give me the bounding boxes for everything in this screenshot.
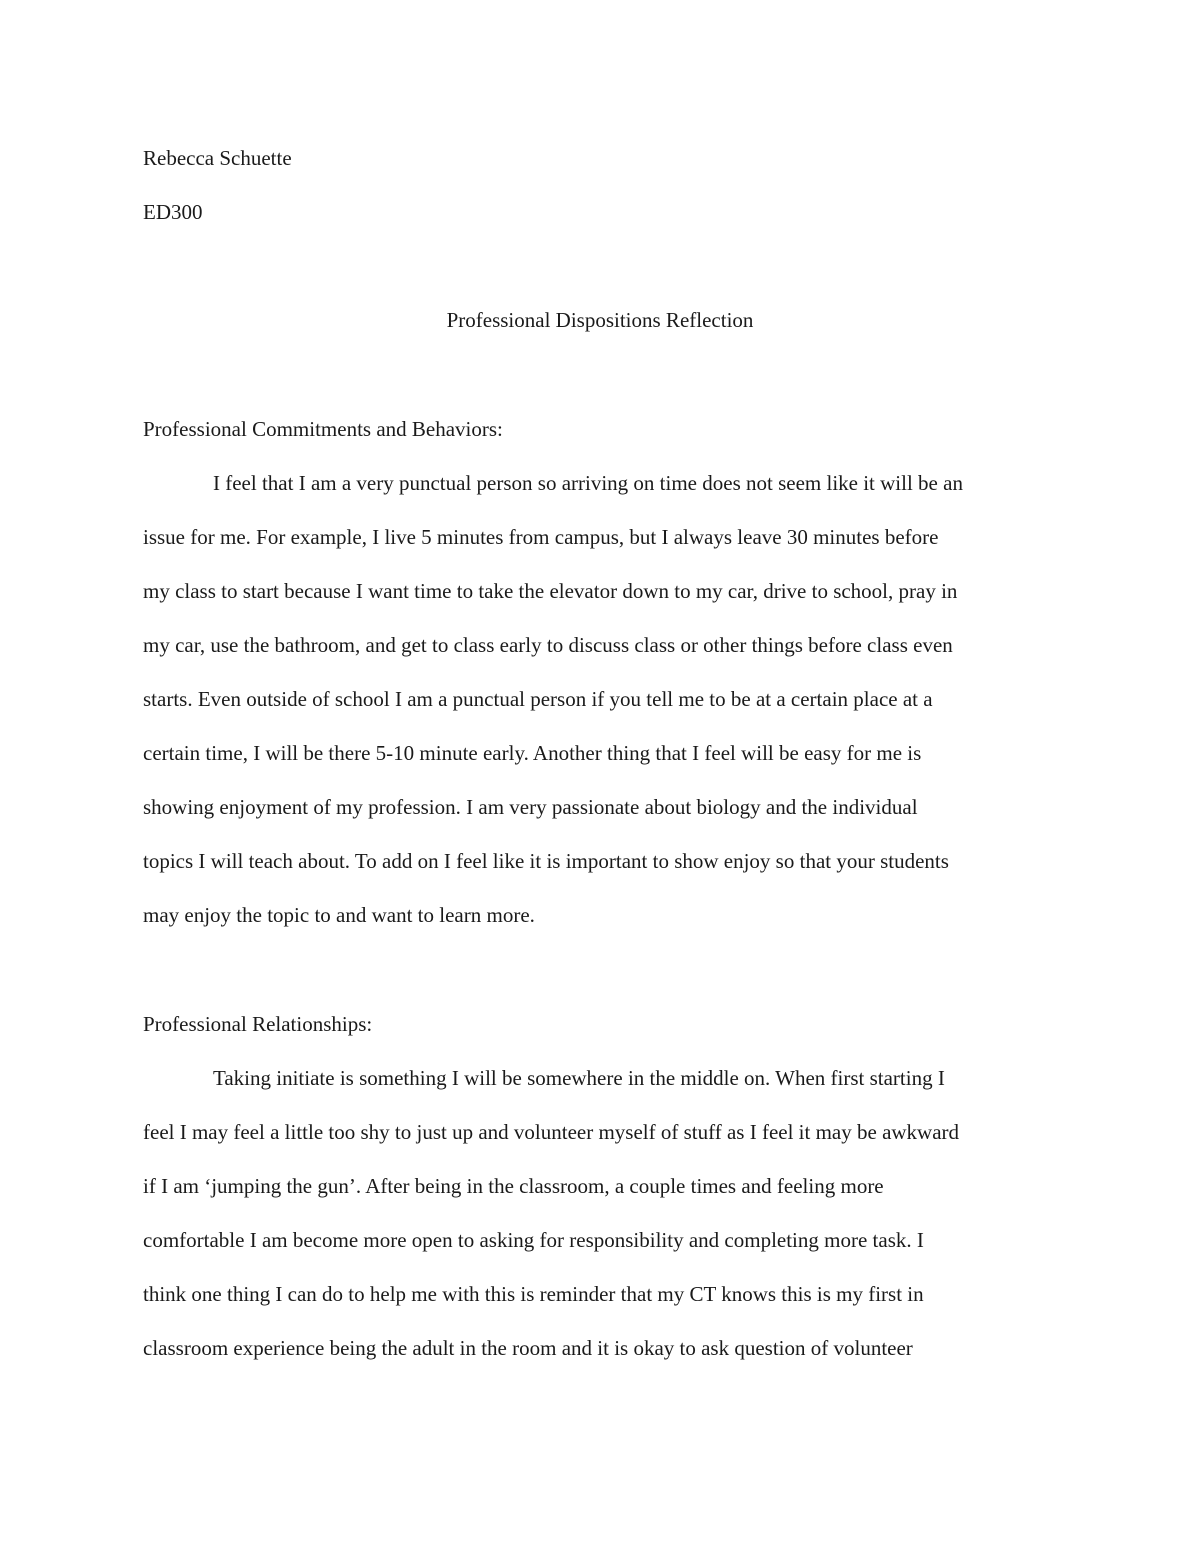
paragraph-line: classroom experience being the adult in the room and it is okay to ask question of volunteer [143, 1336, 913, 1360]
paragraph-line: my car, use the bathroom, and get to class early to discuss class or other things before class even [143, 633, 953, 657]
document-title: Professional Dispositions Reflection [446, 308, 754, 332]
paragraph-line: showing enjoyment of my profession. I am very passionate about biology and the individual [143, 795, 918, 819]
paragraph-line: starts. Even outside of school I am a punctual person if you tell me to be at a certain place at a [143, 687, 933, 711]
paragraph-line: I feel that I am a very punctual person so arriving on time does not seem like it will be an [213, 471, 963, 495]
paragraph-line: certain time, I will be there 5-10 minute early. Another thing that I feel will be easy for me is [143, 741, 922, 765]
paragraph-line: issue for me. For example, I live 5 minutes from campus, but I always leave 30 minutes before [143, 525, 939, 549]
paragraph-line: if I am ‘jumping the gun’. After being in the classroom, a couple times and feeling more [143, 1174, 884, 1198]
section-heading: Professional Commitments and Behaviors: [143, 417, 503, 441]
paragraph-line: feel I may feel a little too shy to just up and volunteer myself of stuff as I feel it may be awkward [143, 1120, 960, 1144]
course-code: ED300 [143, 200, 203, 224]
paragraph-line: Taking initiate is something I will be somewhere in the middle on. When first starting I [213, 1066, 945, 1090]
paragraph-line: my class to start because I want time to take the elevator down to my car, drive to school, pray in [143, 579, 958, 603]
section-heading: Professional Relationships: [143, 1012, 373, 1036]
paragraph-line: think one thing I can do to help me with this is reminder that my CT knows this is my first in [143, 1282, 924, 1306]
paragraph-line: may enjoy the topic to and want to learn more. [143, 903, 535, 927]
author-name: Rebecca Schuette [143, 146, 292, 170]
paragraph-line: topics I will teach about. To add on I feel like it is important to show enjoy so that your students [143, 849, 949, 873]
paragraph-line: comfortable I am become more open to asking for responsibility and completing more task. I [143, 1228, 924, 1252]
